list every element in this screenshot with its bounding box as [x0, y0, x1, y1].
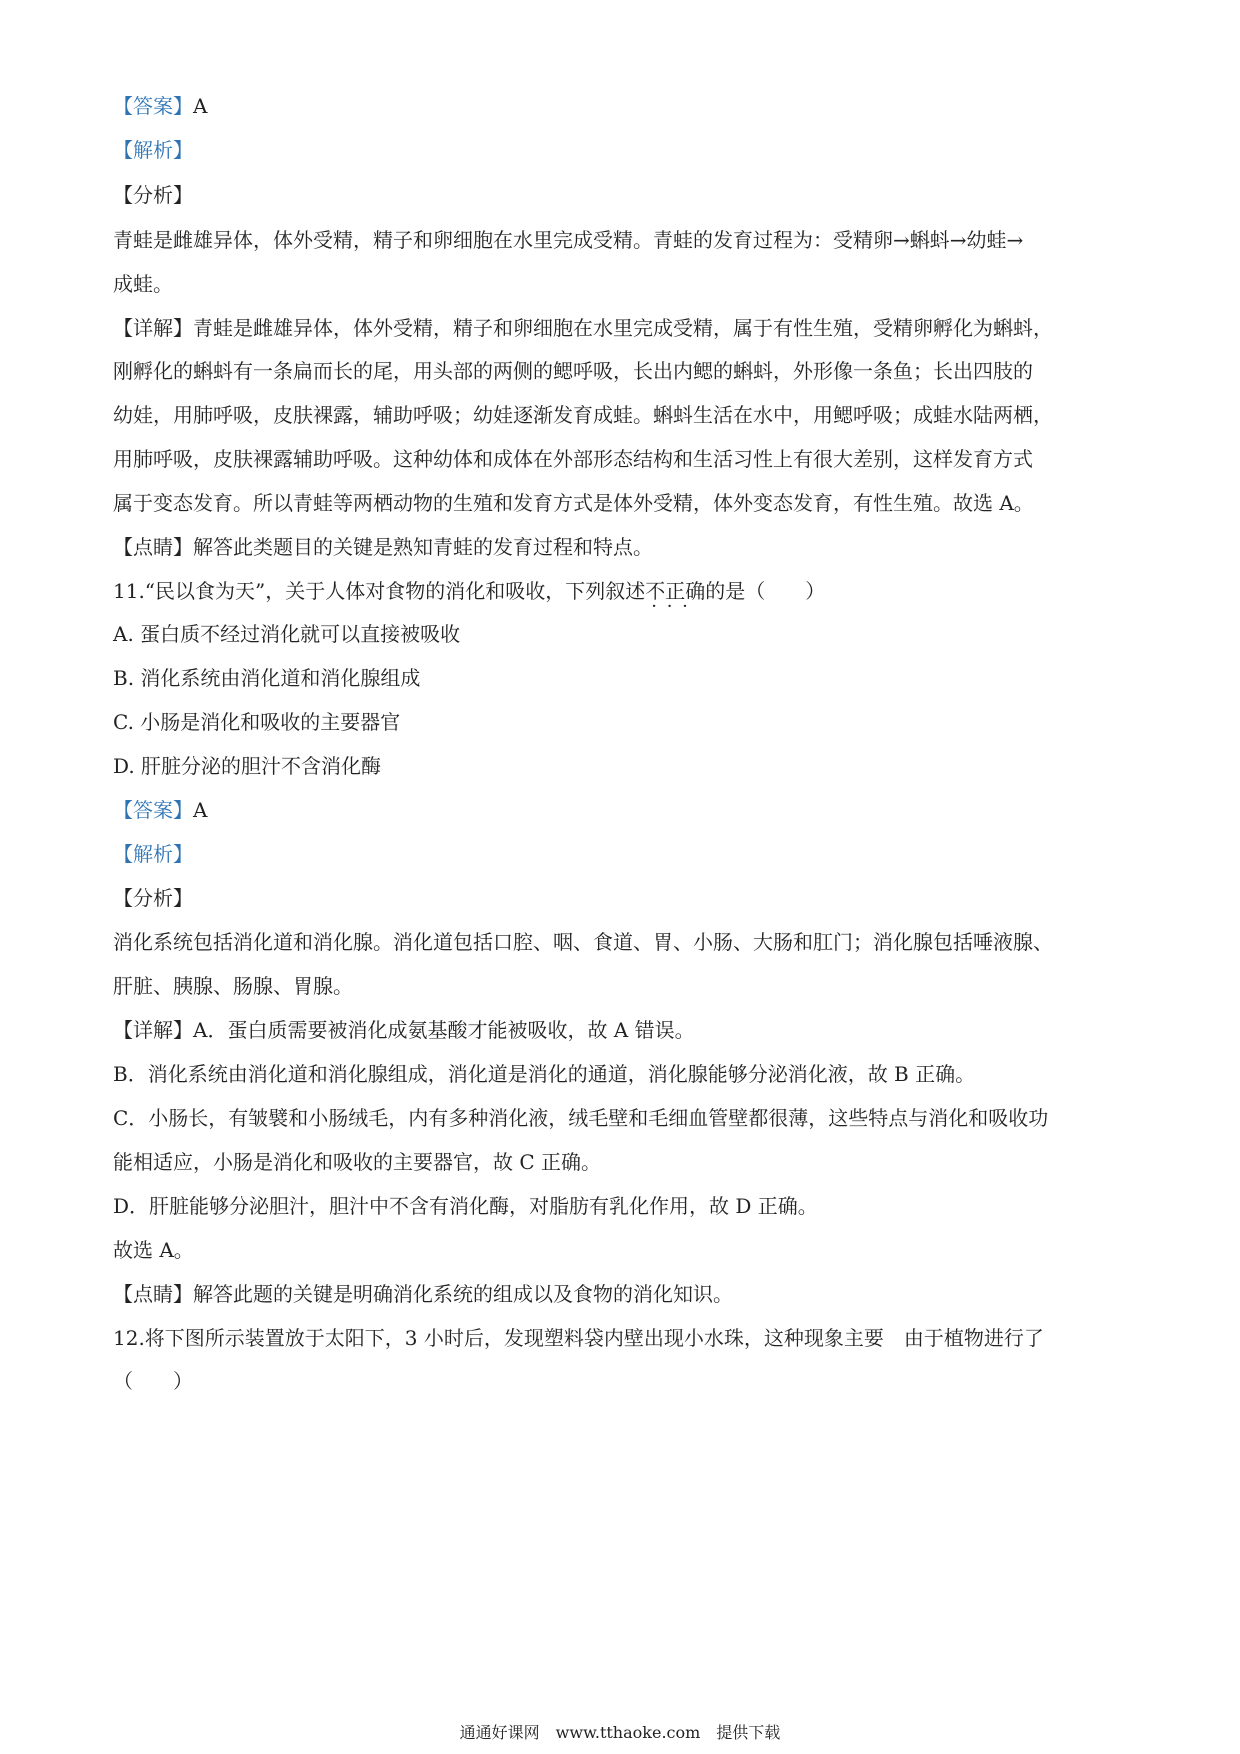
q11-detail-line: D．肝脏能够分泌胆汁，胆汁中不含有消化酶，对脂肪有乳化作用，故 D 正确。	[113, 1194, 818, 1218]
q11-fenxi-tag	[113, 884, 1140, 912]
stem-text: 11.“民以食为天”，关于人体对食物的消化和吸收，下列叙述	[113, 579, 646, 603]
q11-detail-line: C．小肠长，有皱襞和小肠绒毛，内有多种消化液，绒毛壁和毛细血管壁都很薄，这些特点与消化和吸收功	[113, 1106, 1049, 1130]
q11-stem	[113, 577, 1140, 605]
q11-detail-line	[113, 1016, 1140, 1044]
q11-fenxi-line: 消化系统包括消化道和消化腺。消化道包括口腔、咽、食道、胃、小肠、大肠和肛门；消化腺包括唾液腺、	[113, 930, 1053, 954]
q11-fenxi-line: 肝脏、胰腺、肠腺、胃腺。	[113, 974, 353, 998]
q10-fenxi-line: 青蛙是雌雄异体，体外受精，精子和卵细胞在水里完成受精。青蛙的发育过程为：受精卵→蝌蚪→幼蛙→	[113, 228, 1024, 252]
detail-text: A．蛋白质需要被消化成氨基酸才能被吸收，故 A 错误。	[193, 1018, 695, 1042]
fenxi-tag: 【分析】	[113, 183, 193, 207]
analysis-tag: 【解析】	[113, 842, 193, 866]
q11-dianjing	[113, 1280, 1140, 1308]
detail-tag: 【详解】	[113, 316, 193, 340]
q10-detail-line: 属于变态发育。所以青蛙等两栖动物的生殖和发育方式是体外受精，体外变态发育，有性生殖。故选 A。	[113, 491, 1034, 515]
option-b: B. 消化系统由消化道和消化腺组成	[113, 666, 421, 690]
option-c: C. 小肠是消化和吸收的主要器官	[113, 710, 401, 734]
dianjing-tag: 【点睛】	[113, 535, 193, 559]
q10-dianjing	[113, 533, 1140, 561]
q10-detail-line: 幼娃，用肺呼吸，皮肤裸露，辅助呼吸；幼娃逐渐发育成蛙。蝌蚪生活在水中，用鳃呼吸；成蛙水陆两栖，	[113, 403, 1053, 427]
q10-detail-line	[113, 314, 1140, 342]
dianjing-text: 解答此类题目的关键是熟知青蛙的发育过程和特点。	[193, 535, 653, 559]
dianjing-text: 解答此题的关键是明确消化系统的组成以及食物的消化知识。	[193, 1282, 733, 1306]
answer-tag: 【答案】	[113, 798, 193, 822]
q12-stem-bracket: （ ）	[113, 1369, 193, 1393]
detail-text: 青蛙是雌雄异体，体外受精，精子和卵细胞在水里完成受精，属于有性生殖，受精卵孵化为蝌蚪，	[193, 316, 1053, 340]
page-footer: 通通好课网 www.tthaoke.com 提供下载	[459, 1723, 781, 1742]
answer-tag: 【答案】	[113, 94, 193, 118]
fenxi-tag: 【分析】	[113, 886, 193, 910]
q10-detail-line: 用肺呼吸，皮肤裸露辅助呼吸。这种幼体和成体在外部形态结构和生活习性上有很大差别，这样发育方式	[113, 447, 1033, 471]
q11-answer	[113, 796, 1140, 824]
q11-detail-line: 能相适应，小肠是消化和吸收的主要器官，故 C 正确。	[113, 1150, 602, 1174]
q11-conclusion: 故选 A。	[113, 1238, 194, 1262]
q11-analysis-tag	[113, 840, 1140, 868]
stem-emphasis: 不正确 · · ·	[645, 579, 705, 603]
q10-fenxi-tag	[113, 181, 1140, 209]
q10-answer	[113, 92, 1140, 120]
q11-detail-line: B．消化系统由消化道和消化腺组成，消化道是消化的通道，消化腺能够分泌消化液，故 B 正确。	[113, 1062, 976, 1086]
q10-fenxi-line: 成蛙。	[113, 272, 173, 296]
q12-stem: 12.将下图所示装置放于太阳下，3 小时后，发现塑料袋内壁出现小水珠，这种现象主要 由于植物进行了	[113, 1326, 1044, 1350]
answer-value: A	[193, 94, 208, 118]
option-d: D. 肝脏分泌的胆汁不含消化酶	[113, 754, 382, 778]
q10-analysis-tag	[113, 136, 1140, 164]
stem-text-end: 的是（ ）	[705, 579, 826, 603]
dianjing-tag: 【点睛】	[113, 1282, 193, 1306]
analysis-tag: 【解析】	[113, 138, 193, 162]
detail-tag: 【详解】	[113, 1018, 193, 1042]
q10-detail-line: 刚孵化的蝌蚪有一条扁而长的尾，用头部的两侧的鳃呼吸，长出内鳃的蝌蚪，外形像一条鱼；长出四肢的	[113, 359, 1033, 383]
answer-value: A	[193, 798, 208, 822]
option-a: A. 蛋白质不经过消化就可以直接被吸收	[113, 622, 461, 646]
